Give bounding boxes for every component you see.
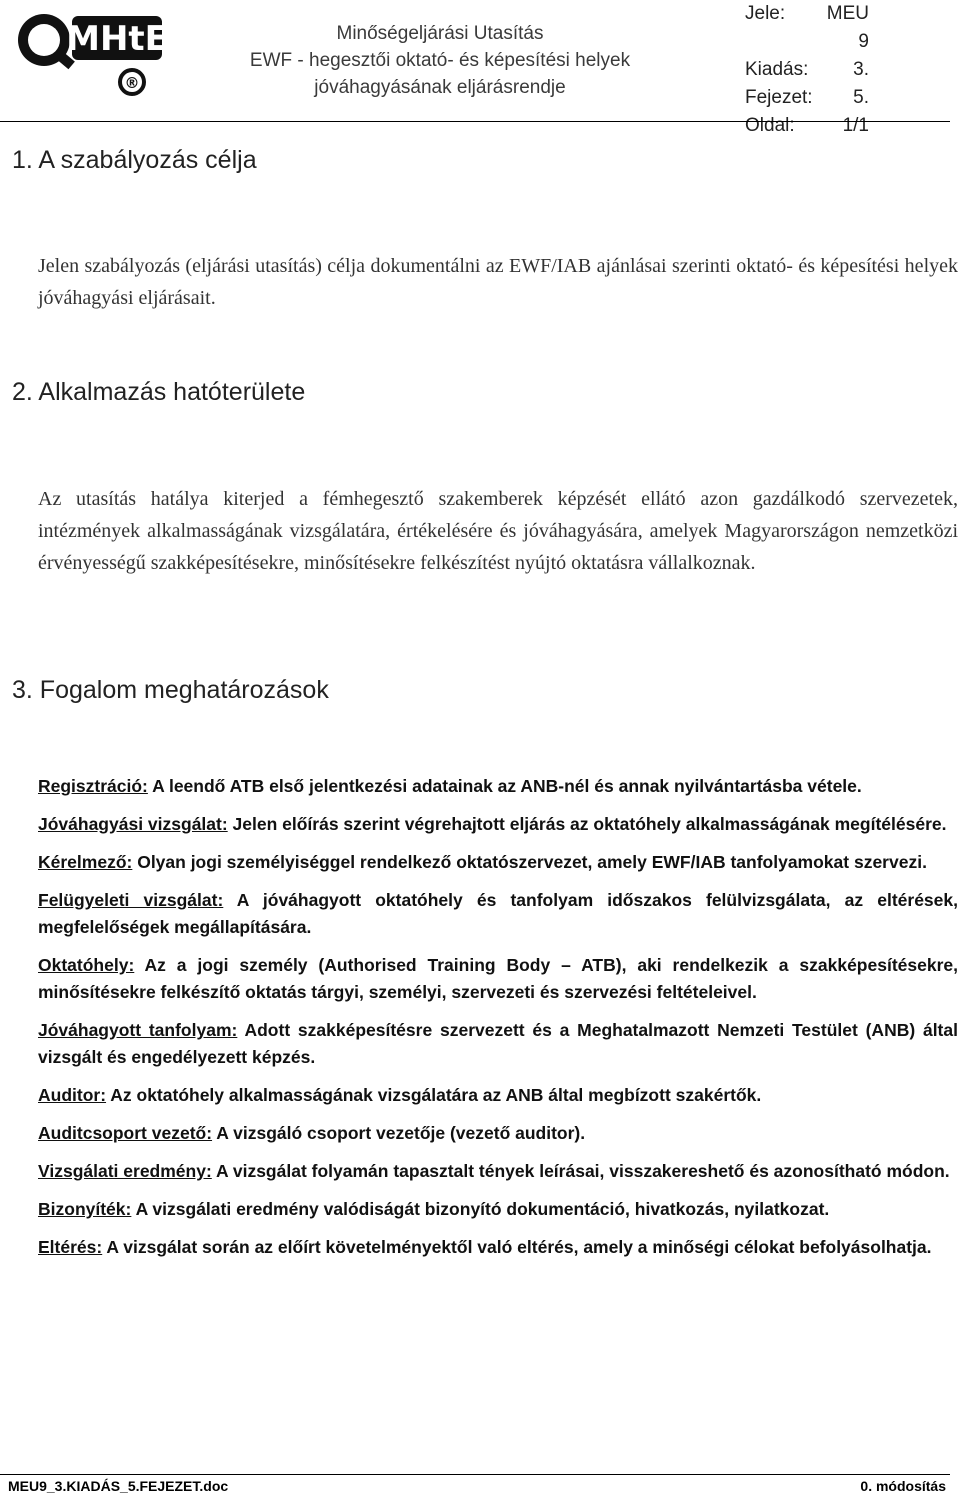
definition-item xyxy=(38,811,958,838)
definition-item xyxy=(38,1120,958,1147)
definition-item xyxy=(38,849,958,876)
footer-divider xyxy=(0,1474,950,1475)
definition-text: Jelen előírás szerint végrehajtott eljárás az oktatóhely alkalmasságának megítélésére. xyxy=(227,814,947,834)
definition-text: A vizsgáló csoport vezetője (vezető auditor). xyxy=(212,1123,586,1143)
footer-filename: MEU9_3.KIADÁS_5.FEJEZET.doc xyxy=(8,1478,229,1494)
definition-item xyxy=(38,1234,958,1261)
definition-term: Vizsgálati eredmény: xyxy=(38,1161,212,1181)
definition-term: Jóváhagyott tanfolyam: xyxy=(38,1020,238,1040)
title-line: EWF - hegesztői oktató- és képesítési helyek xyxy=(249,50,631,71)
definition-term: Felügyeleti vizsgálat: xyxy=(38,890,224,910)
meta-value: 1/1 xyxy=(842,115,869,136)
section-heading-purpose: 1. A szabályozás célja xyxy=(12,146,257,174)
definition-text: A jóváhagyott oktatóhely és tanfolyam időszakos felülvizsgálata, az eltérések, megfelelőségek megállapítására. xyxy=(38,890,958,937)
header-divider xyxy=(0,121,950,122)
logo-text: MHtE xyxy=(66,19,164,59)
section-text-purpose: Jelen szabályozás (eljárási utasítás) célja dokumentálni az EWF/IAB ajánlásai szerinti oktató- és képesítési helyek jóváhagyási eljárásait. xyxy=(38,255,958,309)
definition-term: Regisztráció: xyxy=(38,776,148,796)
meta-row-fejezet xyxy=(745,84,869,112)
mhte-logo xyxy=(14,2,164,102)
meta-row-kiadas xyxy=(745,56,869,84)
title-line: Minőségeljárási Utasítás xyxy=(336,23,544,44)
definition-text: A leendő ATB első jelentkezési adatainak az ANB-nél és annak nyilvántartásba vétele. xyxy=(147,776,862,796)
title-line: jóváhagyásának eljárásrendje xyxy=(314,77,566,98)
definition-text: A vizsgálat folyamán tapasztalt tények leírásai, visszakereshető és azonosítható módon. xyxy=(211,1161,950,1181)
definition-term: Kérelmező: xyxy=(38,852,133,872)
definition-term: Auditcsoport vezető: xyxy=(38,1123,213,1143)
meta-value: 3. xyxy=(853,59,869,80)
logo-registered: ® xyxy=(124,74,140,92)
definition-term: Bizonyíték: xyxy=(38,1199,132,1219)
meta-key: Fejezet: xyxy=(745,87,813,108)
meta-value: MEU 9 xyxy=(826,3,869,52)
definition-item xyxy=(38,1082,958,1109)
definition-item xyxy=(38,887,958,941)
meta-row-oldal xyxy=(745,112,869,140)
definition-text: A vizsgálat során az előírt követelményektől való eltérés, amely a minőségi célokat befolyásolhatja. xyxy=(102,1237,932,1257)
definition-item xyxy=(38,1196,958,1223)
definition-item xyxy=(38,952,958,1006)
meta-row-jele xyxy=(745,0,869,56)
definition-text: A vizsgálati eredmény valódiságát bizonyító dokumentáció, hivatkozás, nyilatkozat. xyxy=(131,1199,830,1219)
definition-item xyxy=(38,1158,958,1185)
meta-key: Jele: xyxy=(745,3,786,24)
definition-text: Az oktatóhely alkalmasságának vizsgálatára az ANB által megbízott szakértők. xyxy=(106,1085,762,1105)
footer-revision: 0. módosítás xyxy=(860,1478,946,1494)
definition-text: Adott szakképesítésre szervezett és a Meghatalmazott Nemzeti Testület (ANB) által vizsgált és engedélyezett képzés. xyxy=(38,1020,958,1067)
meta-key: Kiadás: xyxy=(745,59,809,80)
definition-term: Jóváhagyási vizsgálat: xyxy=(38,814,228,834)
meta-value: 5. xyxy=(853,87,869,108)
definition-term: Auditor: xyxy=(38,1085,107,1105)
section-heading-scope: 2. Alkalmazás hatóterülete xyxy=(12,378,306,406)
meta-key: Oldal: xyxy=(745,115,795,136)
definition-term: Oktatóhely: xyxy=(38,955,135,975)
definition-item xyxy=(38,1017,958,1071)
definition-item xyxy=(38,773,958,800)
section-heading-definitions: 3. Fogalom meghatározások xyxy=(12,676,329,704)
document-meta xyxy=(745,0,869,140)
definitions-list xyxy=(38,773,958,1272)
definition-term: Eltérés: xyxy=(38,1237,103,1257)
definition-text: Az a jogi személy (Authorised Training Body – ATB), aki rendelkezik a szakképesítésekre, minősítésekre felkészítő oktatás tárgyi, személyi, szervezeti és szervezési feltételeivel. xyxy=(38,955,958,1002)
document-title xyxy=(200,20,680,101)
section-text-scope: Az utasítás hatálya kiterjed a fémhegesztő szakemberek képzését ellátó azon gazdálkodó szervezetek, intézmények alkalmasságának vizsgálatára, értékelésére és jóváhagyására, amelyek Magyarországon nemzetközi érvényességű szakképesítésekre, minősítésekre felkészítést nyújtó oktatásra vállalkoznak. xyxy=(38,488,958,574)
definition-text: Olyan jogi személyiséggel rendelkező oktatószervezet, amely EWF/IAB tanfolyamokat szervezi. xyxy=(132,852,927,872)
